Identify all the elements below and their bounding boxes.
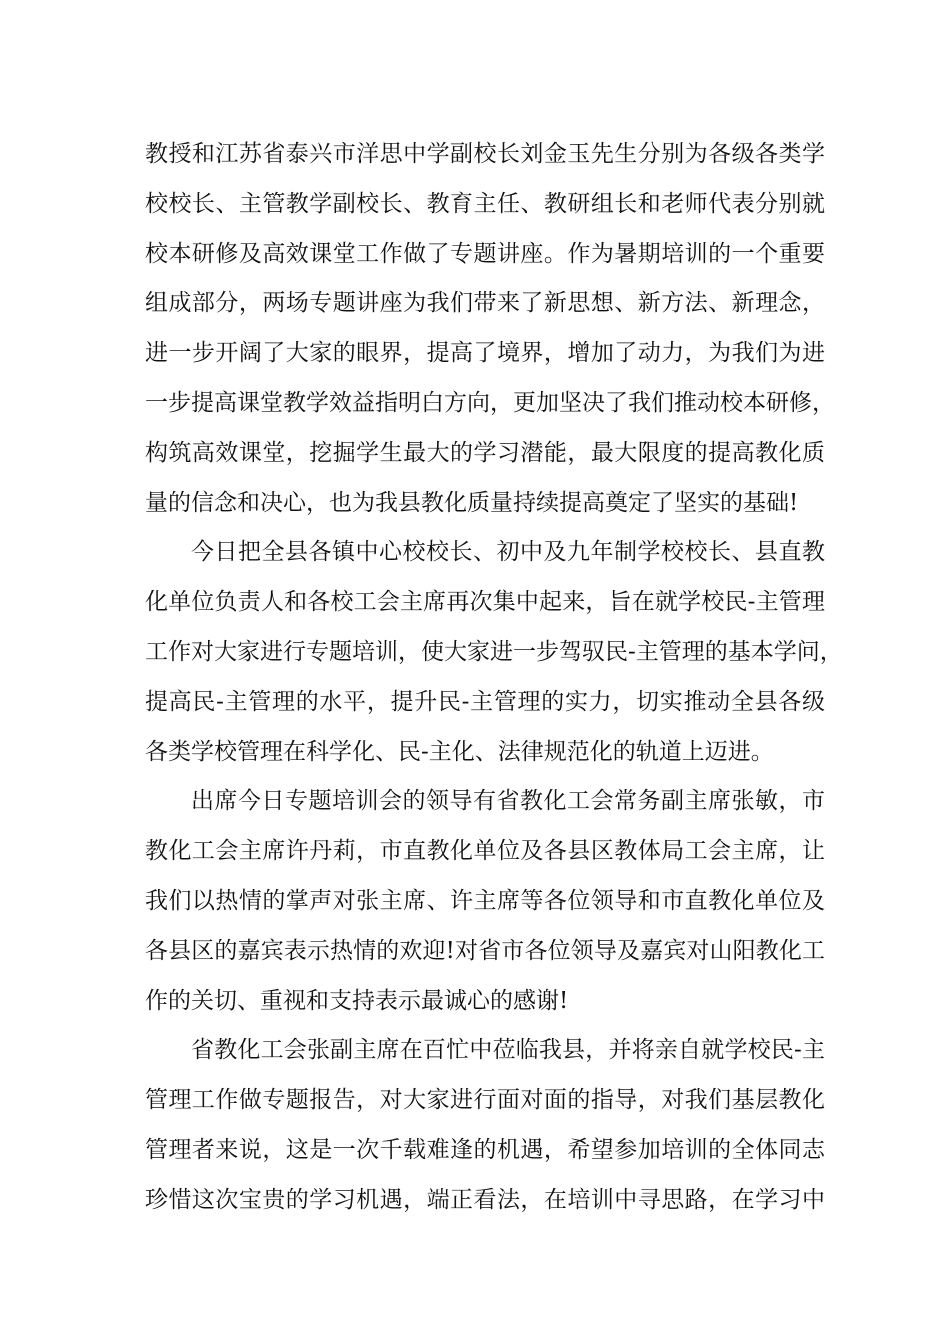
text-line-22: 珍惜这次宝贵的学习机遇，端正看法，在培训中寻思路，在学习中 — [145, 1186, 825, 1213]
text-line-18: 作的关切、重视和支持表示最诚心的感谢! — [145, 987, 569, 1014]
text-line-14: 出席今日专题培训会的领导有省教化工会常务副主席张敏，市 — [191, 788, 825, 815]
text-line-12: 提高民-主管理的水平，提升民-主管理的实力，切实推动全县各级 — [145, 688, 825, 715]
text-line-3: 校本研修及高效课堂工作做了专题讲座。作为暑期培训的一个重要 — [145, 240, 825, 267]
text-line-17: 各县区的嘉宾表示热情的欢迎!对省市各位领导及嘉宾对山阳教化工 — [145, 937, 825, 964]
body-text — [145, 130, 843, 1226]
text-line-20: 管理工作做专题报告，对大家进行面对面的指导，对我们基层教化 — [145, 1087, 825, 1114]
text-line-15: 教化工会主席许丹莉，市直教化单位及各县区教体局工会主席，让 — [145, 838, 825, 865]
text-line-1: 教授和江苏省泰兴市洋思中学副校长刘金玉先生分别为各级各类学 — [145, 141, 825, 167]
text-line-8: 量的信念和决心，也为我县教化质量持续提高奠定了坚实的基础! — [145, 489, 799, 516]
text-line-6: 一步提高课堂教学效益指明白方向，更加坚决了我们推动校本研修， — [145, 389, 835, 416]
text-line-9: 今日把全县各镇中心校校长、初中及九年制学校校长、县直教 — [191, 539, 825, 566]
text-line-16: 我们以热情的掌声对张主席、许主席等各位领导和市直教化单位及 — [145, 887, 825, 914]
text-line-5: 进一步开阔了大家的眼界，提高了境界，增加了动力，为我们为进 — [145, 340, 825, 367]
text-line-19: 省教化工会张副主席在百忙中莅临我县，并将亲自就学校民-主 — [191, 1037, 825, 1064]
text-line-13: 各类学校管理在科学化、民-主化、法律规范化的轨道上迈进。 — [145, 738, 774, 765]
text-line-7: 构筑高效课堂，挖掘学生最大的学习潜能，最大限度的提高教化质 — [145, 439, 825, 466]
text-line-4: 组成部分，两场专题讲座为我们带来了新思想、新方法、新理念， — [145, 290, 825, 317]
text-line-21: 管理者来说，这是一次千载难逢的机遇，希望参加培训的全体同志 — [145, 1136, 825, 1163]
text-line-11: 工作对大家进行专题培训，使大家进一步驾驭民-主管理的基本学问， — [145, 638, 843, 665]
text-line-2: 校校长、主管教学副校长、教育主任、教研组长和老师代表分别就 — [145, 190, 825, 217]
text-line-10: 化单位负责人和各校工会主席再次集中起来，旨在就学校民-主管理 — [145, 589, 825, 616]
